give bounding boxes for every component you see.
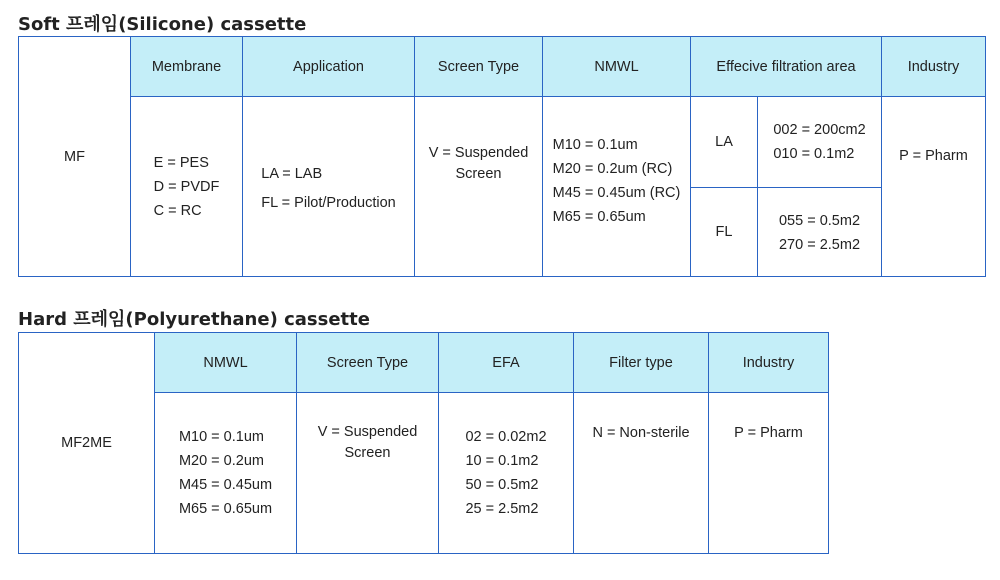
hard-screen-type-cell [296,392,439,554]
soft-cassette-title: Soft 프레임(Silicone) cassette [18,14,307,35]
hard-cassette-title: Hard 프레임(Polyurethane) cassette [18,309,370,330]
hard-header-screen-type: Screen Type [296,332,439,393]
hard-code: MF2ME [61,435,112,451]
soft-application-cell [242,96,415,277]
list-item: FL = Pilot/Production [261,194,396,211]
soft-code: MF [64,148,85,165]
list-item: M65 = 0.65um [178,501,273,517]
list-item: M20 = 0.2um (RC) [552,160,673,177]
list-item: E = PES [153,154,209,171]
list-item: LA = LAB [261,165,323,182]
hard-header-industry: Industry [708,332,829,393]
hard-nmwl-list [179,425,272,521]
soft-screen-type-text: V = Suspended Screen [428,145,529,182]
list-item: 270 = 2.5m2 [778,237,861,253]
soft-header-membrane: Membrane [130,36,243,97]
hard-nmwl-cell [154,392,297,554]
soft-header-application: Application [242,36,415,97]
hard-screen-type-text: V = Suspended Screen [317,424,418,461]
hard-industry-cell: P = Pharm [708,392,829,554]
soft-efa-key-la: LA [690,96,758,188]
soft-membrane-list [154,151,220,223]
list-item: 25 = 2.5m2 [465,501,539,517]
list-item: 10 = 0.1m2 [465,453,539,469]
soft-efa-key-fl: FL [690,187,758,277]
hard-header-nmwl: NMWL [154,332,297,393]
list-item: M20 = 0.2um [178,453,264,469]
list-item: D = PVDF [153,178,220,195]
soft-membrane-cell [130,96,243,277]
soft-industry-cell: P = Pharm [881,96,986,277]
hard-code-cell [18,332,155,554]
soft-nmwl-list [553,133,681,229]
soft-nmwl-cell [542,96,691,277]
hard-filter-type-cell: N = Non-sterile [573,392,709,554]
soft-code-cell [18,36,131,277]
hard-header-filter-type: Filter type [573,332,709,393]
soft-header-screen-type: Screen Type [414,36,543,97]
hard-efa-cell [438,392,574,554]
list-item: M45 = 0.45um [178,477,273,493]
list-item: 055 = 0.5m2 [778,213,861,229]
soft-screen-type-cell [414,96,543,277]
list-item: 02 = 0.02m2 [465,429,547,445]
soft-header-efa: Effecive filtration area [690,36,882,97]
soft-efa-values-fl [757,187,882,277]
list-item: M45 = 0.45um (RC) [552,184,681,201]
soft-application-list [261,160,395,218]
list-item: M10 = 0.1um [552,136,638,153]
list-item: M65 = 0.65um [552,208,646,225]
soft-efa-values-la [757,96,882,188]
soft-header-industry: Industry [881,36,986,97]
list-item: 010 = 0.1m2 [773,146,855,162]
hard-efa-list [465,425,546,521]
list-item: 50 = 0.5m2 [465,477,539,493]
list-item: 002 = 200cm2 [773,122,866,138]
soft-header-nmwl: NMWL [542,36,691,97]
hard-header-efa: EFA [438,332,574,393]
list-item: M10 = 0.1um [178,429,264,445]
list-item: C = RC [153,202,202,219]
